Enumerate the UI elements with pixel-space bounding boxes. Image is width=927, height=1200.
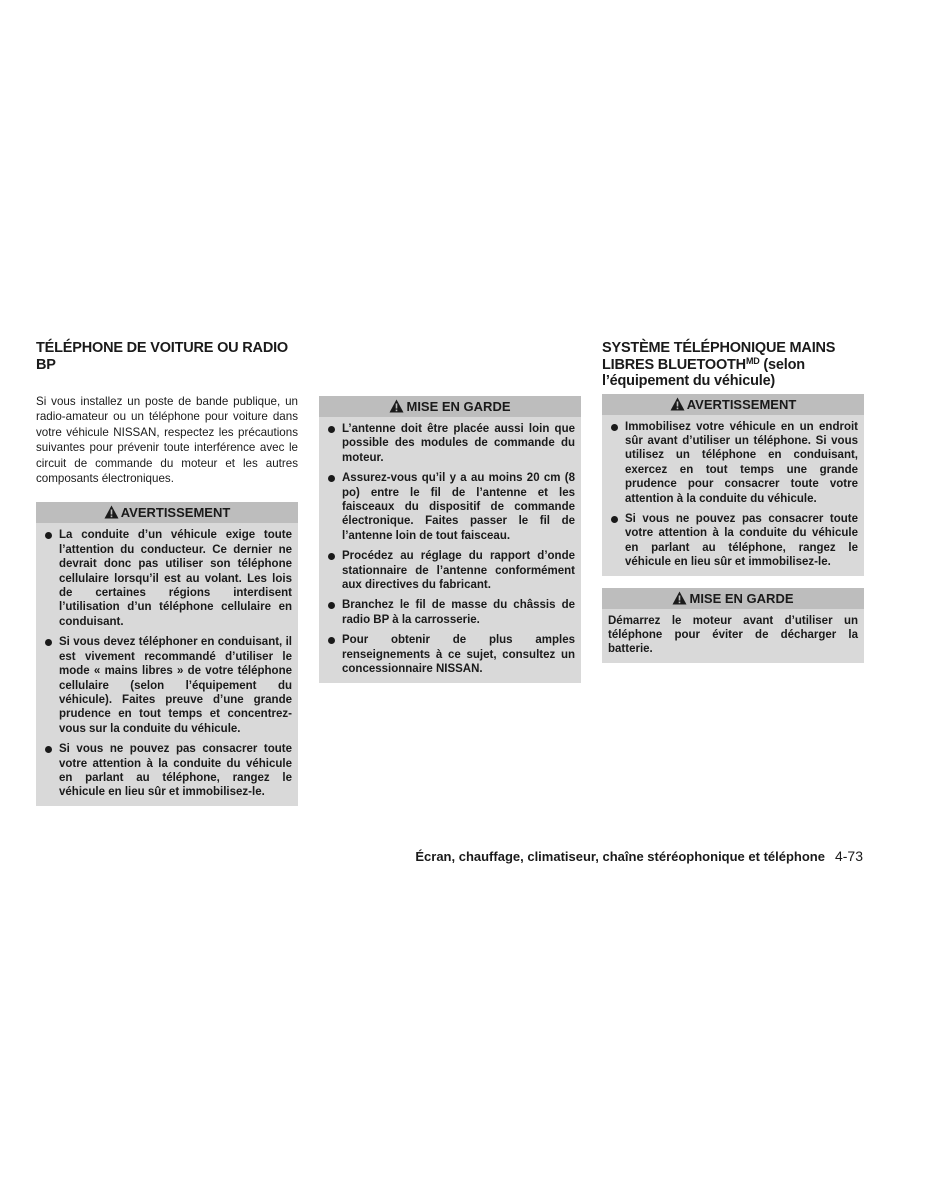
warning-box-header [36, 502, 298, 523]
warning-triangle-icon [389, 398, 404, 419]
section-heading-car-phone: TÉLÉPHONE DE VOITURE OU RADIO BP [36, 340, 288, 373]
caution-box-header [602, 588, 864, 609]
column-middle [319, 396, 581, 695]
list-item: Branchez le fil de masse du châssis de radio BP à la carrosserie. [325, 598, 575, 627]
caution-text: Démarrez le moteur avant d’utiliser un téléphone pour éviter de décharger la batterie. [608, 614, 858, 656]
list-item: Immobilisez votre véhicule en un endroit sûr avant d’utiliser un téléphone. Si vous utilisez un téléphone en conduisant, exercez en tout temps une grande prudence pour consacrer toute votre attention à la conduite du véhicule. [608, 420, 858, 506]
list-item: Si vous devez téléphoner en conduisant, il est vivement recommandé d’utiliser le mode « mains libres » de votre téléphone cellulaire (selon l’équipement du véhicule). Faites preuve d’une grande prudence en tout temps et concentrez-vous sur la conduite du véhicule. [42, 635, 292, 736]
warning-box-driving [36, 502, 298, 805]
page-number: 4-73 [834, 848, 863, 864]
list-item: Procédez au réglage du rapport d’onde stationnaire de l’antenne conformément aux directives du fabricant. [325, 549, 575, 592]
list-item: La conduite d’un véhicule exige toute l’attention du conducteur. Ce dernier ne devrait donc pas utiliser son téléphone cellulaire lorsqu’il est au volant. Les lois de certaines régions interdisent l’utilisation d’un téléphone cellulaire en conduisant. [42, 528, 292, 629]
warning-title: AVERTISSEMENT [686, 396, 797, 412]
warning-triangle-icon [670, 396, 685, 417]
column-right [602, 340, 864, 675]
chapter-title: Écran, chauffage, climatiseur, chaîne stéréophonique et téléphone [415, 849, 825, 864]
heading-text: SYSTÈME TÉLÉPHONIQUE MAINS LIBRES BLUETOOTH [602, 340, 836, 373]
page-footer [415, 848, 863, 864]
caution-title: MISE EN GARDE [689, 590, 794, 606]
caution-box-antenna [319, 396, 581, 683]
list-item: Assurez-vous qu’il y a au moins 20 cm (8 po) entre le fil de l’antenne et les faisceaux du dispositif de commande électronique. Faites passer le fil de l’antenne loin de tout faisceau. [325, 471, 575, 543]
trademark-superscript: MD [745, 355, 760, 366]
list-item: Si vous ne pouvez pas consacrer toute votre attention à la conduite du véhicule en parlant au téléphone, rangez le véhicule en lieu sûr et immobilisez-le. [42, 742, 292, 800]
section-heading-bluetooth [602, 340, 864, 390]
caution-title: MISE EN GARDE [406, 399, 511, 414]
intro-paragraph: Si vous installez un poste de bande publique, un radio-amateur ou un téléphone pour voiture dans votre véhicule NISSAN, respectez les précautions suivantes pour prévenir toute interférence avec le circuit de commande du moteur et les autres composants électroniques. [36, 395, 298, 486]
warning-triangle-icon [104, 504, 119, 525]
column-left [36, 340, 298, 818]
warning-list [42, 528, 292, 799]
warning-title: AVERTISSEMENT [120, 505, 231, 521]
caution-box-battery [602, 588, 864, 663]
list-item: Si vous ne pouvez pas consacrer toute votre attention à la conduite du véhicule en parlant au téléphone, rangez le véhicule en lieu sûr et immobilisez-le. [608, 512, 858, 570]
caution-box-header [319, 396, 581, 417]
list-item: Pour obtenir de plus amples renseignements à ce sujet, consultez un concessionnaire NISSAN. [325, 633, 575, 676]
warning-triangle-icon [672, 590, 687, 611]
warning-box-header [602, 394, 864, 415]
caution-list [325, 422, 575, 677]
warning-box-bluetooth [602, 394, 864, 576]
warning-list [608, 420, 858, 570]
list-item: L’antenne doit être placée aussi loin que possible des modules de commande du moteur. [325, 422, 575, 465]
heading-text-suffix: (selon l’équipement du véhicule) [602, 356, 805, 389]
